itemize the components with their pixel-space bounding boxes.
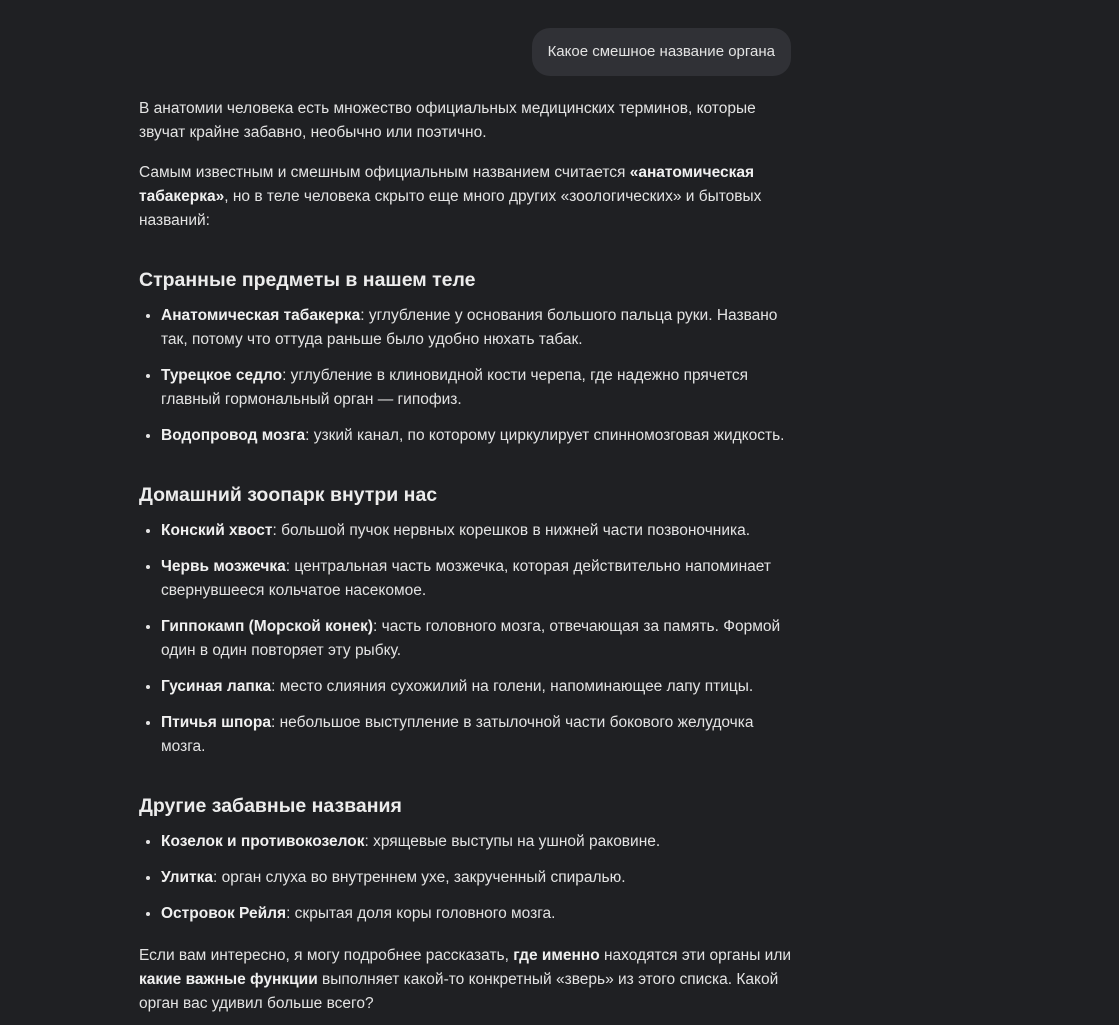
list-item-desc: : часть головного мозга, отвечающая за память. Формой один в один повторяет эту рыбку.	[161, 618, 781, 659]
list-item	[161, 866, 799, 890]
list-item	[161, 675, 799, 699]
section-heading-other: Другие забавные названия	[139, 795, 402, 817]
list-item-term: Островок Рейля	[161, 905, 287, 922]
intro-paragraph: В анатомии человека есть множество официальных медицинских терминов, которые звучат крайне забавно, необычно или поэтично.	[139, 100, 756, 141]
closing-paragraph	[139, 944, 799, 1016]
list-item-term: Гусиная лапка	[161, 678, 272, 695]
list-item-term: Червь мозжечка	[161, 558, 286, 575]
list-item	[161, 902, 799, 926]
list-item	[161, 519, 799, 543]
closing-text-1: Если вам интересно, я могу подробнее рассказать,	[139, 947, 514, 964]
list-item-term: Анатомическая табакерка	[161, 307, 361, 324]
list-item-desc: : узкий канал, по которому циркулирует спинномозговая жидкость.	[305, 427, 785, 444]
famous-paragraph	[139, 161, 799, 233]
closing-text-2: находятся эти органы или	[599, 947, 792, 964]
list-item-term: Птичья шпора	[161, 714, 271, 731]
closing-bold-1: где именно	[513, 947, 600, 964]
list-item-desc: : небольшое выступление в затылочной части бокового желудочка мозга.	[161, 714, 754, 755]
section-heading-objects: Странные предметы в нашем теле	[139, 269, 476, 291]
section-heading-zoo: Домашний зоопарк внутри нас	[139, 484, 438, 506]
list-item	[161, 304, 799, 352]
user-message-bubble	[532, 28, 791, 76]
list-item-desc: : место слияния сухожилий на голени, напоминающее лапу птицы.	[271, 678, 754, 695]
list-item-desc: : углубление у основания большого пальца руки. Названо так, потому что оттуда раньше было удобно нюхать табак.	[161, 307, 778, 348]
section-list-objects	[139, 304, 799, 448]
closing-bold-2: какие важные функции	[139, 971, 318, 988]
closing-text-3: выполняет какой-то конкретный «зверь» из этого списка. Какой орган вас удивил больше всего?	[139, 971, 779, 1012]
list-item-desc: : орган слуха во внутреннем ухе, закрученный спиралью.	[213, 869, 626, 886]
list-item-term: Конский хвост	[161, 522, 273, 539]
section-list-zoo	[139, 519, 799, 759]
list-item-desc: : углубление в клиновидной кости черепа, где надежно прячется главный гормональный орган — гипофиз.	[161, 367, 749, 408]
list-item-desc: : скрытая доля коры головного мозга.	[286, 905, 556, 922]
famous-text-before: Самым известным и смешным официальным названием считается	[139, 164, 630, 181]
list-item	[161, 615, 799, 663]
assistant-response	[139, 97, 799, 1025]
list-item	[161, 555, 799, 603]
user-message-text: Какое смешное название органа	[547, 43, 775, 60]
list-item-term: Гиппокамп (Морской конек)	[161, 618, 374, 635]
list-item	[161, 830, 799, 854]
list-item-desc: : большой пучок нервных корешков в нижней части позвоночника.	[272, 522, 751, 539]
list-item	[161, 424, 799, 448]
list-item-desc: : центральная часть мозжечка, которая действительно напоминает свернувшееся кольчатое насекомое.	[161, 558, 771, 599]
list-item	[161, 364, 799, 412]
list-item-term: Водопровод мозга	[161, 427, 306, 444]
list-item-term: Улитка	[161, 869, 214, 886]
list-item	[161, 711, 799, 759]
list-item-term: Козелок и противокозелок	[161, 833, 365, 850]
section-list-other	[139, 830, 799, 926]
famous-bold: «анатомическая табакерка»	[139, 164, 755, 205]
famous-text-after: , но в теле человека скрыто еще много других «зоологических» и бытовых названий:	[139, 188, 762, 229]
list-item-desc: : хрящевые выступы на ушной раковине.	[364, 833, 661, 850]
list-item-term: Турецкое седло	[161, 367, 283, 384]
